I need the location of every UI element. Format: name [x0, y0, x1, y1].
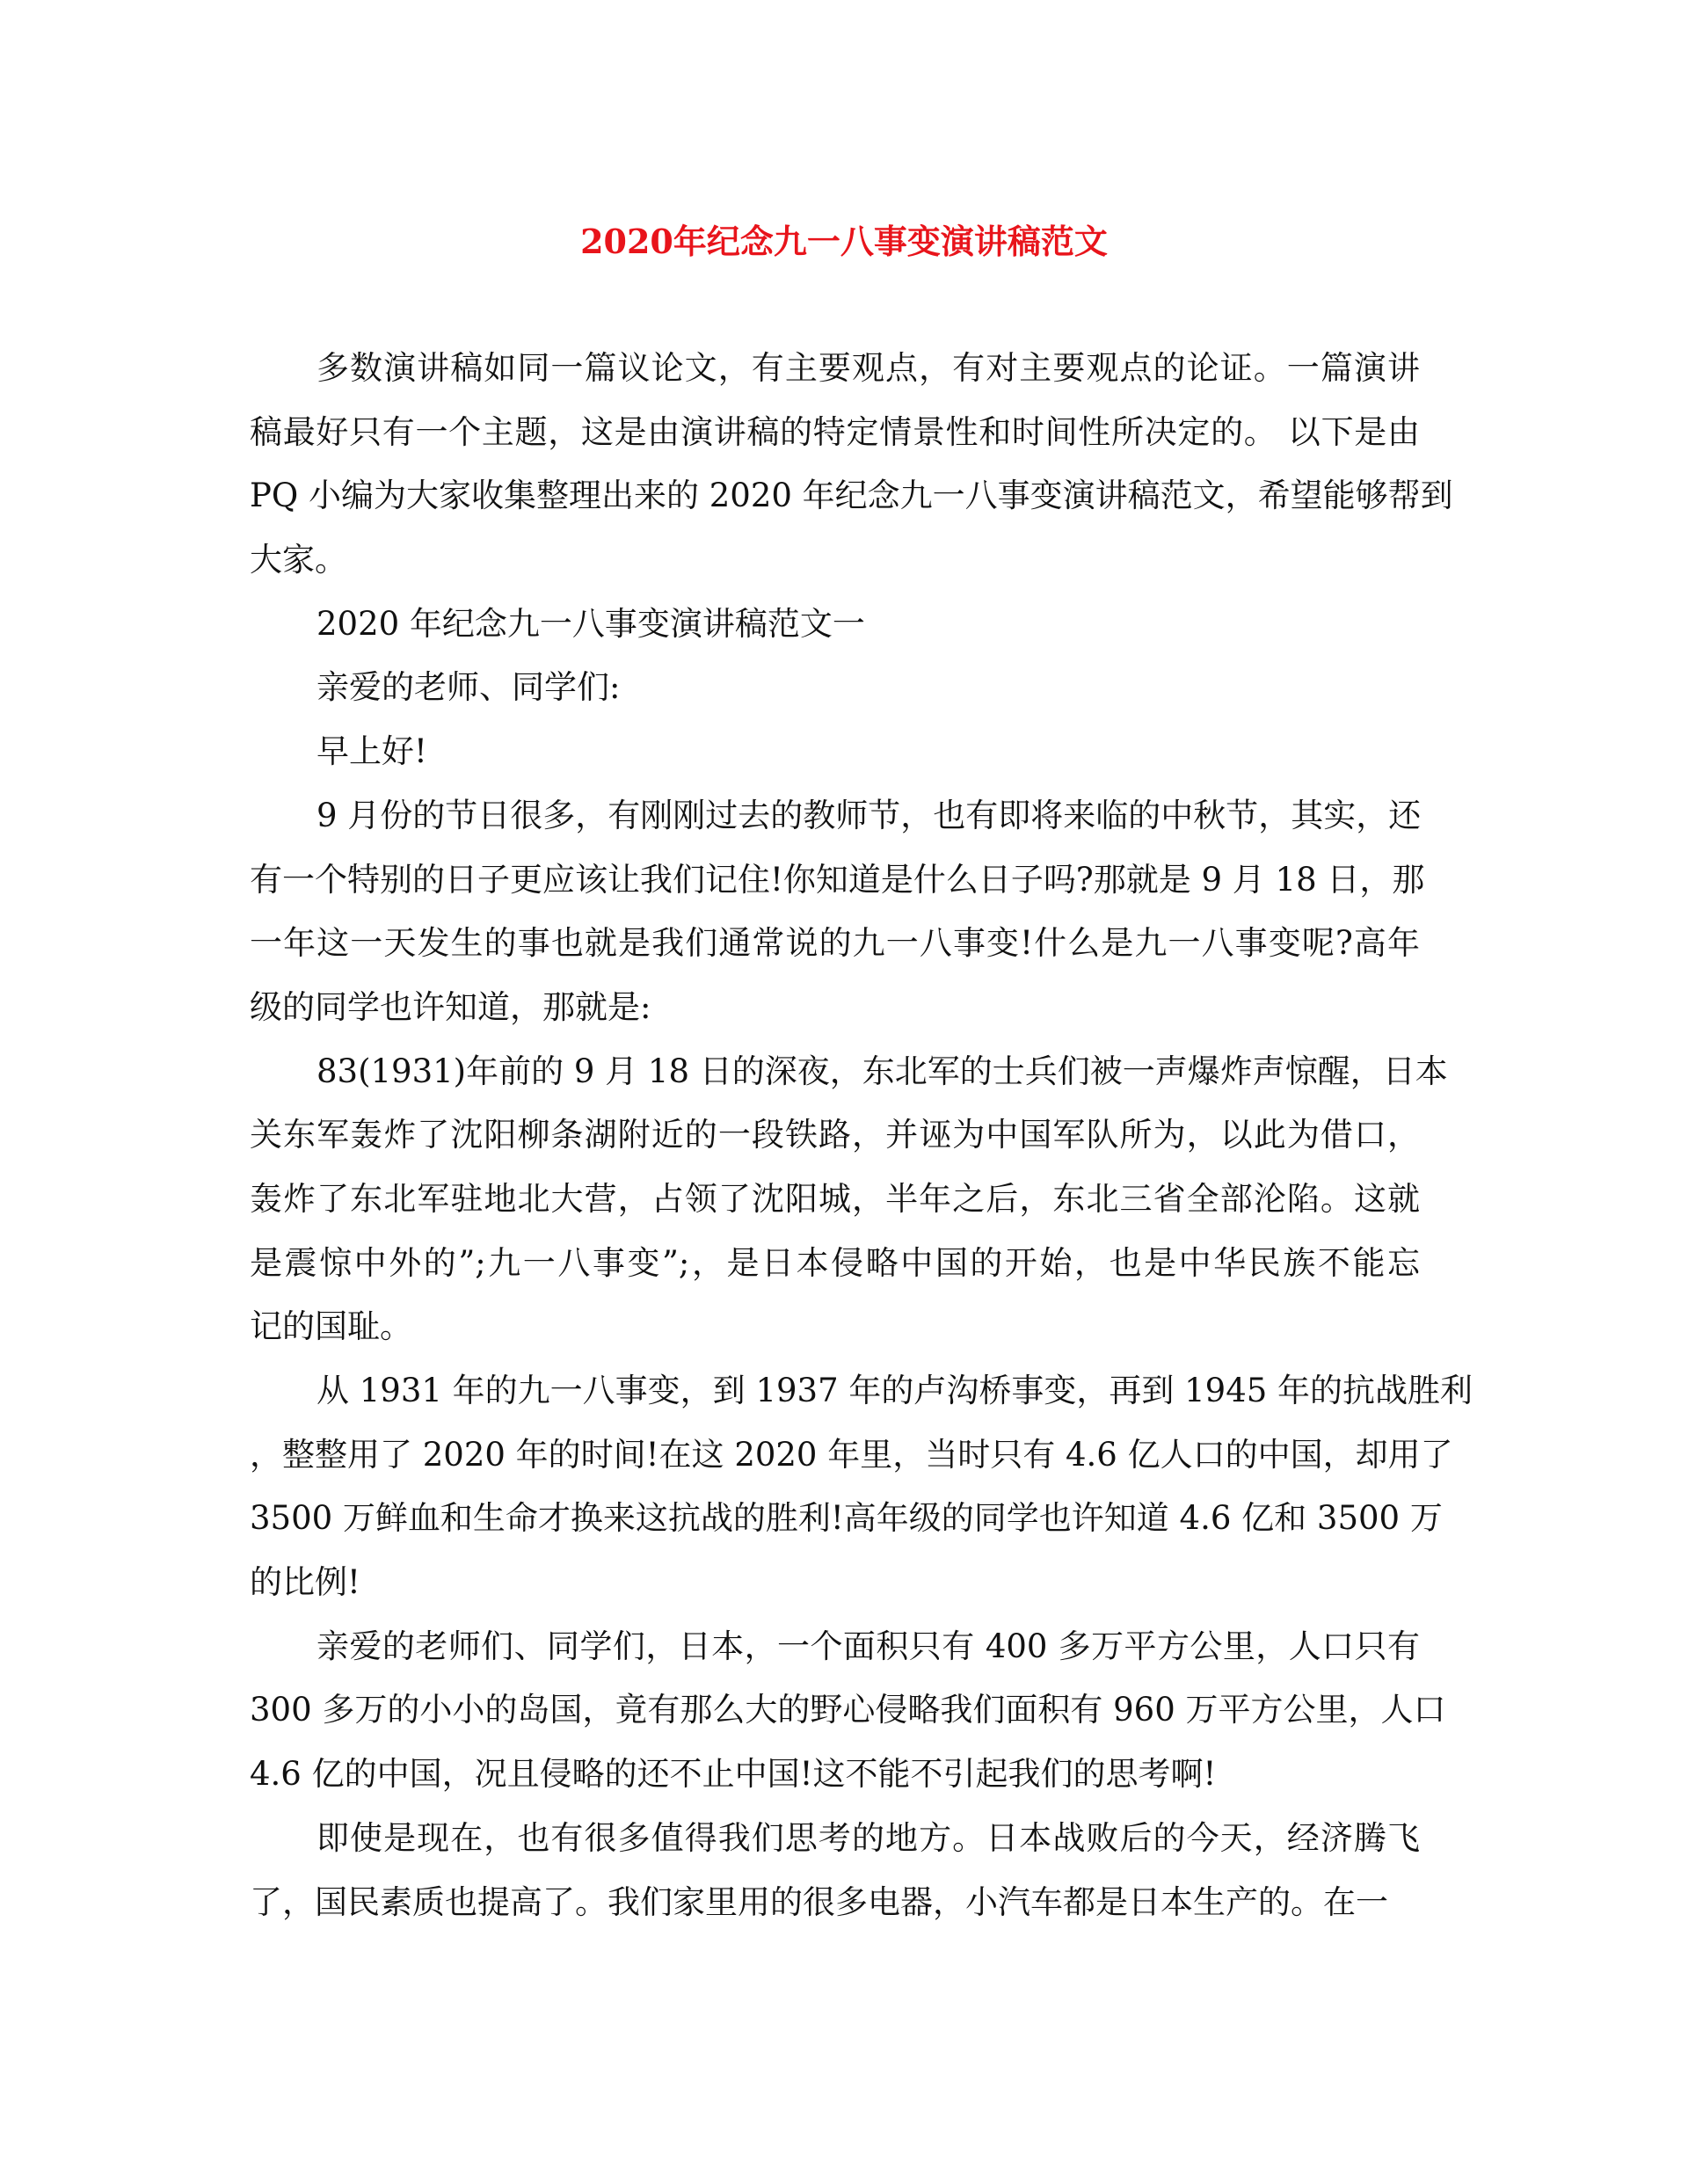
- text-line: 级的同学也许知道，那就是:: [250, 987, 651, 1026]
- paragraph: [250, 1615, 1446, 1807]
- paragraph: [250, 1359, 1473, 1615]
- text-line: 大家。: [250, 541, 347, 579]
- text-line: 关东军轰炸了沈阳柳条湖附近的一段铁路，并诬为中国军队所为，以此为借口，: [250, 1116, 1420, 1154]
- text-line: 4.6 亿的中国，况且侵略的还不止中国!这不能不引起我们的思考啊!: [250, 1755, 1217, 1794]
- text-line: 多数演讲稿如同一篇议论文，有主要观点，有对主要观点的论证。一篇演讲: [316, 349, 1420, 387]
- text-line: 轰炸了东北军驻地北大营，占领了沈阳城，半年之后，东北三省全部沦陷。这就: [250, 1179, 1420, 1218]
- paragraph: [250, 1807, 1420, 1934]
- text-line: 83(1931)年前的 9 月 18 日的深夜，东北军的士兵们被一声爆炸声惊醒，日本: [316, 1052, 1448, 1090]
- text-line: 记的国耻。: [250, 1307, 412, 1346]
- text-line: 早上好!: [316, 732, 427, 771]
- text-line: ，整整用了 2020 年的时间!在这 2020 年里，当时只有 4.6 亿人口的中国，却用了: [250, 1435, 1453, 1474]
- text-line: 了，国民素质也提高了。我们家里用的很多电器，小汽车都是日本生产的。在一: [250, 1882, 1388, 1921]
- text-line: 从 1931 年的九一八事变，到 1937 年的卢沟桥事变，再到 1945 年的抗战胜利: [316, 1372, 1473, 1409]
- text-line: 亲爱的老师们、同学们，日本，一个面积只有 400 多万平方公里，人口只有: [316, 1627, 1420, 1665]
- paragraph: [250, 720, 1420, 784]
- text-line: 有一个特别的日子更应该让我们记住!你知道是什么日子吗?那就是 9 月 18 日，那: [250, 860, 1425, 899]
- text-line: 是震惊中外的”;九一八事变”;，是日本侵略中国的开始，也是中华民族不能忘: [250, 1243, 1420, 1282]
- paragraph: [250, 593, 1420, 657]
- paragraph: [250, 337, 1453, 593]
- text-line: 2020 年纪念九一八事变演讲稿范文一: [316, 604, 865, 643]
- document-title: 2020年纪念九一八事变演讲稿范文: [580, 222, 1108, 261]
- text-line: 稿最好只有一个主题，这是由演讲稿的特定情景性和时间性所决定的。 以下是由: [250, 412, 1420, 451]
- text-line: 3500 万鲜血和生命才换来这抗战的胜利!高年级的同学也许知道 4.6 亿和 3500 万: [250, 1499, 1443, 1538]
- document-body: [250, 337, 1473, 1934]
- text-line: PQ 小编为大家收集整理出来的 2020 年纪念九一八事变演讲稿范文，希望能够帮到: [250, 477, 1453, 515]
- paragraph: [250, 784, 1425, 1040]
- text-line: 亲爱的老师、同学们:: [316, 668, 621, 707]
- text-line: 300 多万的小小的岛国，竟有那么大的野心侵略我们面积有 960 万平方公里，人口: [250, 1691, 1446, 1729]
- text-line: 9 月份的节日很多，有刚刚过去的教师节，也有即将来临的中秋节，其实，还: [316, 796, 1422, 834]
- text-line: 一年这一天发生的事也就是我们通常说的九一八事变!什么是九一八事变呢?高年: [250, 924, 1420, 963]
- text-line: 的比例!: [250, 1563, 360, 1602]
- paragraph: [250, 656, 1420, 720]
- text-line: 即使是现在，也有很多值得我们思考的地方。日本战败后的今天，经济腾飞: [316, 1818, 1420, 1857]
- paragraph: [250, 1040, 1448, 1359]
